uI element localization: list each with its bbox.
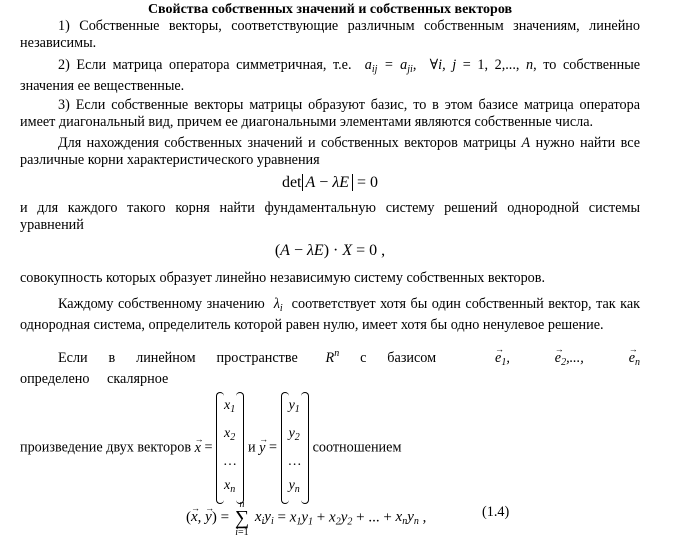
vector-y-column: $y_1$ $y_2$ … $y_n$ [281, 392, 309, 504]
property-2: 2) Если матрица оператора симметричная, т.е. $a_{ij} = a_{ji}$, ∀i, j = 1, 2,..., n, то собственные значения ее вещественные. [20, 57, 641, 94]
paragraph-lambda-text-b: соответствует хотя бы один собственный вектор, так как однородная система, определитель которой равен нулю, имеет хотя бы одно ненулевое решение. [20, 296, 641, 333]
basis-formula: → $e_1$, → $e_2$,..., → $e_n$ [457, 350, 640, 366]
document-page [20, 0, 640, 538]
matrix-a-symbol: A [521, 135, 531, 151]
property-1: 1) Собственные векторы, соответствующие различным собственным значениям, линейно независимы. [20, 18, 640, 51]
property-2-text-b: , то собственные значения ее вещественные. [20, 57, 641, 94]
equation-number: (1.4) [482, 504, 510, 520]
paragraph-space-text-b: с базисом [360, 350, 437, 366]
paragraph-space [20, 345, 640, 388]
paragraph-each-root: и для каждого такого корня найти фундаментальную систему решений однородной системы уравнений [20, 200, 640, 233]
paragraph-find-text-b: нужно найти все различные корни характеристического уравнения [20, 135, 641, 168]
vector-x-column: $x_1$ $x_2$ … $x_n$ [216, 392, 244, 504]
paragraph-solutions: совокупность которых образует линейно независимую систему собственных векторов. [20, 270, 546, 286]
section-title: Свойства собственных значений и собственных векторов [147, 2, 513, 17]
paragraph-lambda-text-a: Каждому собственному значению [58, 296, 265, 312]
lambda-i-symbol: $\lambda_i$ [269, 296, 283, 314]
paragraph-space-text-a: Если в линейном пространстве [58, 350, 298, 366]
paragraph-product-and: и [248, 439, 256, 456]
paragraph-find-text-a: Для нахождения собственных значений и собственных векторов матрицы [58, 135, 517, 151]
characteristic-equation: det A − λE = 0 [281, 174, 379, 191]
property-2-text-a: 2) Если матрица оператора симметричная, т.е. [58, 57, 352, 73]
paragraph-product-text-b: соотношением [312, 439, 402, 456]
paragraph-space-text-c: определено скалярное [20, 371, 169, 387]
rn-symbol: $R^n$ [318, 348, 340, 366]
homogeneous-system: (A − λE) · X = 0 , [274, 242, 386, 259]
property-3: 3) Если собственные векторы матрицы образуют базис, то в этом базисе матрица оператора имеет диагональный вид, причем ее диагональными элементами являются собственные числа. [20, 97, 640, 130]
scalar-product-equation: (→ x, → y) = n ∑ i=1 $x_iy_i = x_1y_1 + x_2y_2$ + ... + $x_ny_n$ , (1.4) [20, 498, 640, 538]
symmetry-formula: $a_{ij} = a_{ji}$ [358, 57, 413, 75]
paragraph-lambda [20, 296, 640, 334]
paragraph-find [20, 135, 640, 169]
vectors-definition: произведение двух векторов → $x = x_1$ $x_2$ … $x_n$ $и \to y = y_1$ $y_2$ … $y_n$ соотношением [20, 392, 640, 494]
paragraph-product-text-a: произведение двух векторов [20, 439, 192, 456]
forall-formula: ∀i, j [429, 57, 457, 73]
